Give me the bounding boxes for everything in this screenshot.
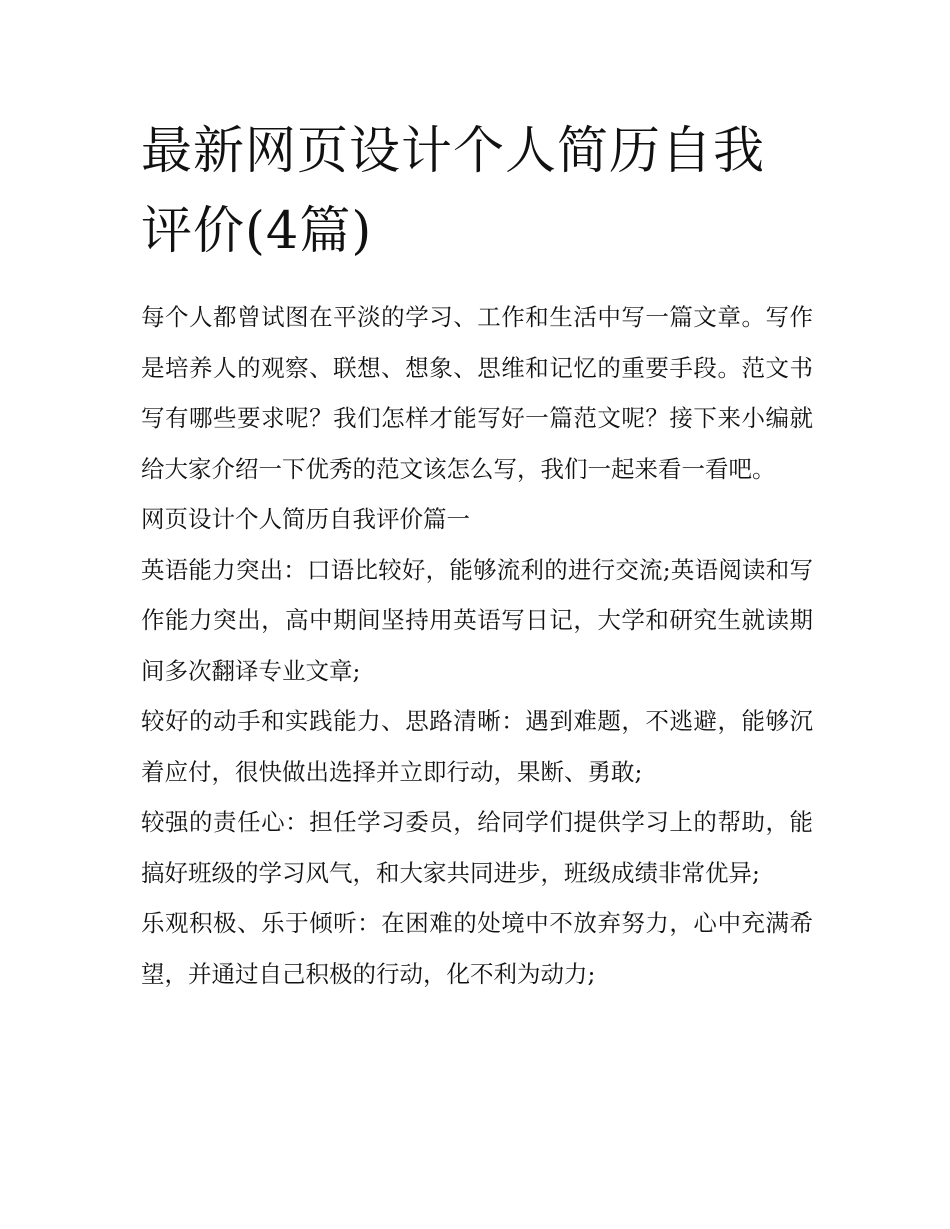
body-paragraph: 较好的动手和实践能力、思路清晰：遇到难题，不逃避，能够沉着应付，很快做出选择并立即行动，果断、勇敢; bbox=[141, 707, 813, 786]
section-heading: 网页设计个人简历自我评价篇一 bbox=[141, 505, 470, 533]
document-title: 最新网页设计个人简历自我评价(4篇) bbox=[141, 122, 766, 261]
document-page bbox=[141, 112, 813, 999]
body-paragraph: 较强的责任心：担任学习委员，给同学们提供学习上的帮助，能搞好班级的学习风气，和大家共同进步，班级成绩非常优异; bbox=[141, 808, 813, 887]
body-paragraph: 英语能力突出：口语比较好，能够流利的进行交流;英语阅读和写作能力突出，高中期间坚持用英语写日记，大学和研究生就读期间多次翻译专业文章; bbox=[141, 555, 813, 685]
body-paragraph: 乐观积极、乐于倾听：在困难的处境中不放弃努力，心中充满希望，并通过自己积极的行动，化不利为动力; bbox=[141, 909, 813, 988]
document-body bbox=[141, 292, 813, 999]
intro-paragraph: 每个人都曾试图在平淡的学习、工作和生活中写一篇文章。写作是培养人的观察、联想、想象、思维和记忆的重要手段。范文书写有哪些要求呢？我们怎样才能写好一篇范文呢？接下来小编就给大家介绍一下优秀的范文该怎么写，我们一起来看一看吧。 bbox=[141, 303, 813, 483]
